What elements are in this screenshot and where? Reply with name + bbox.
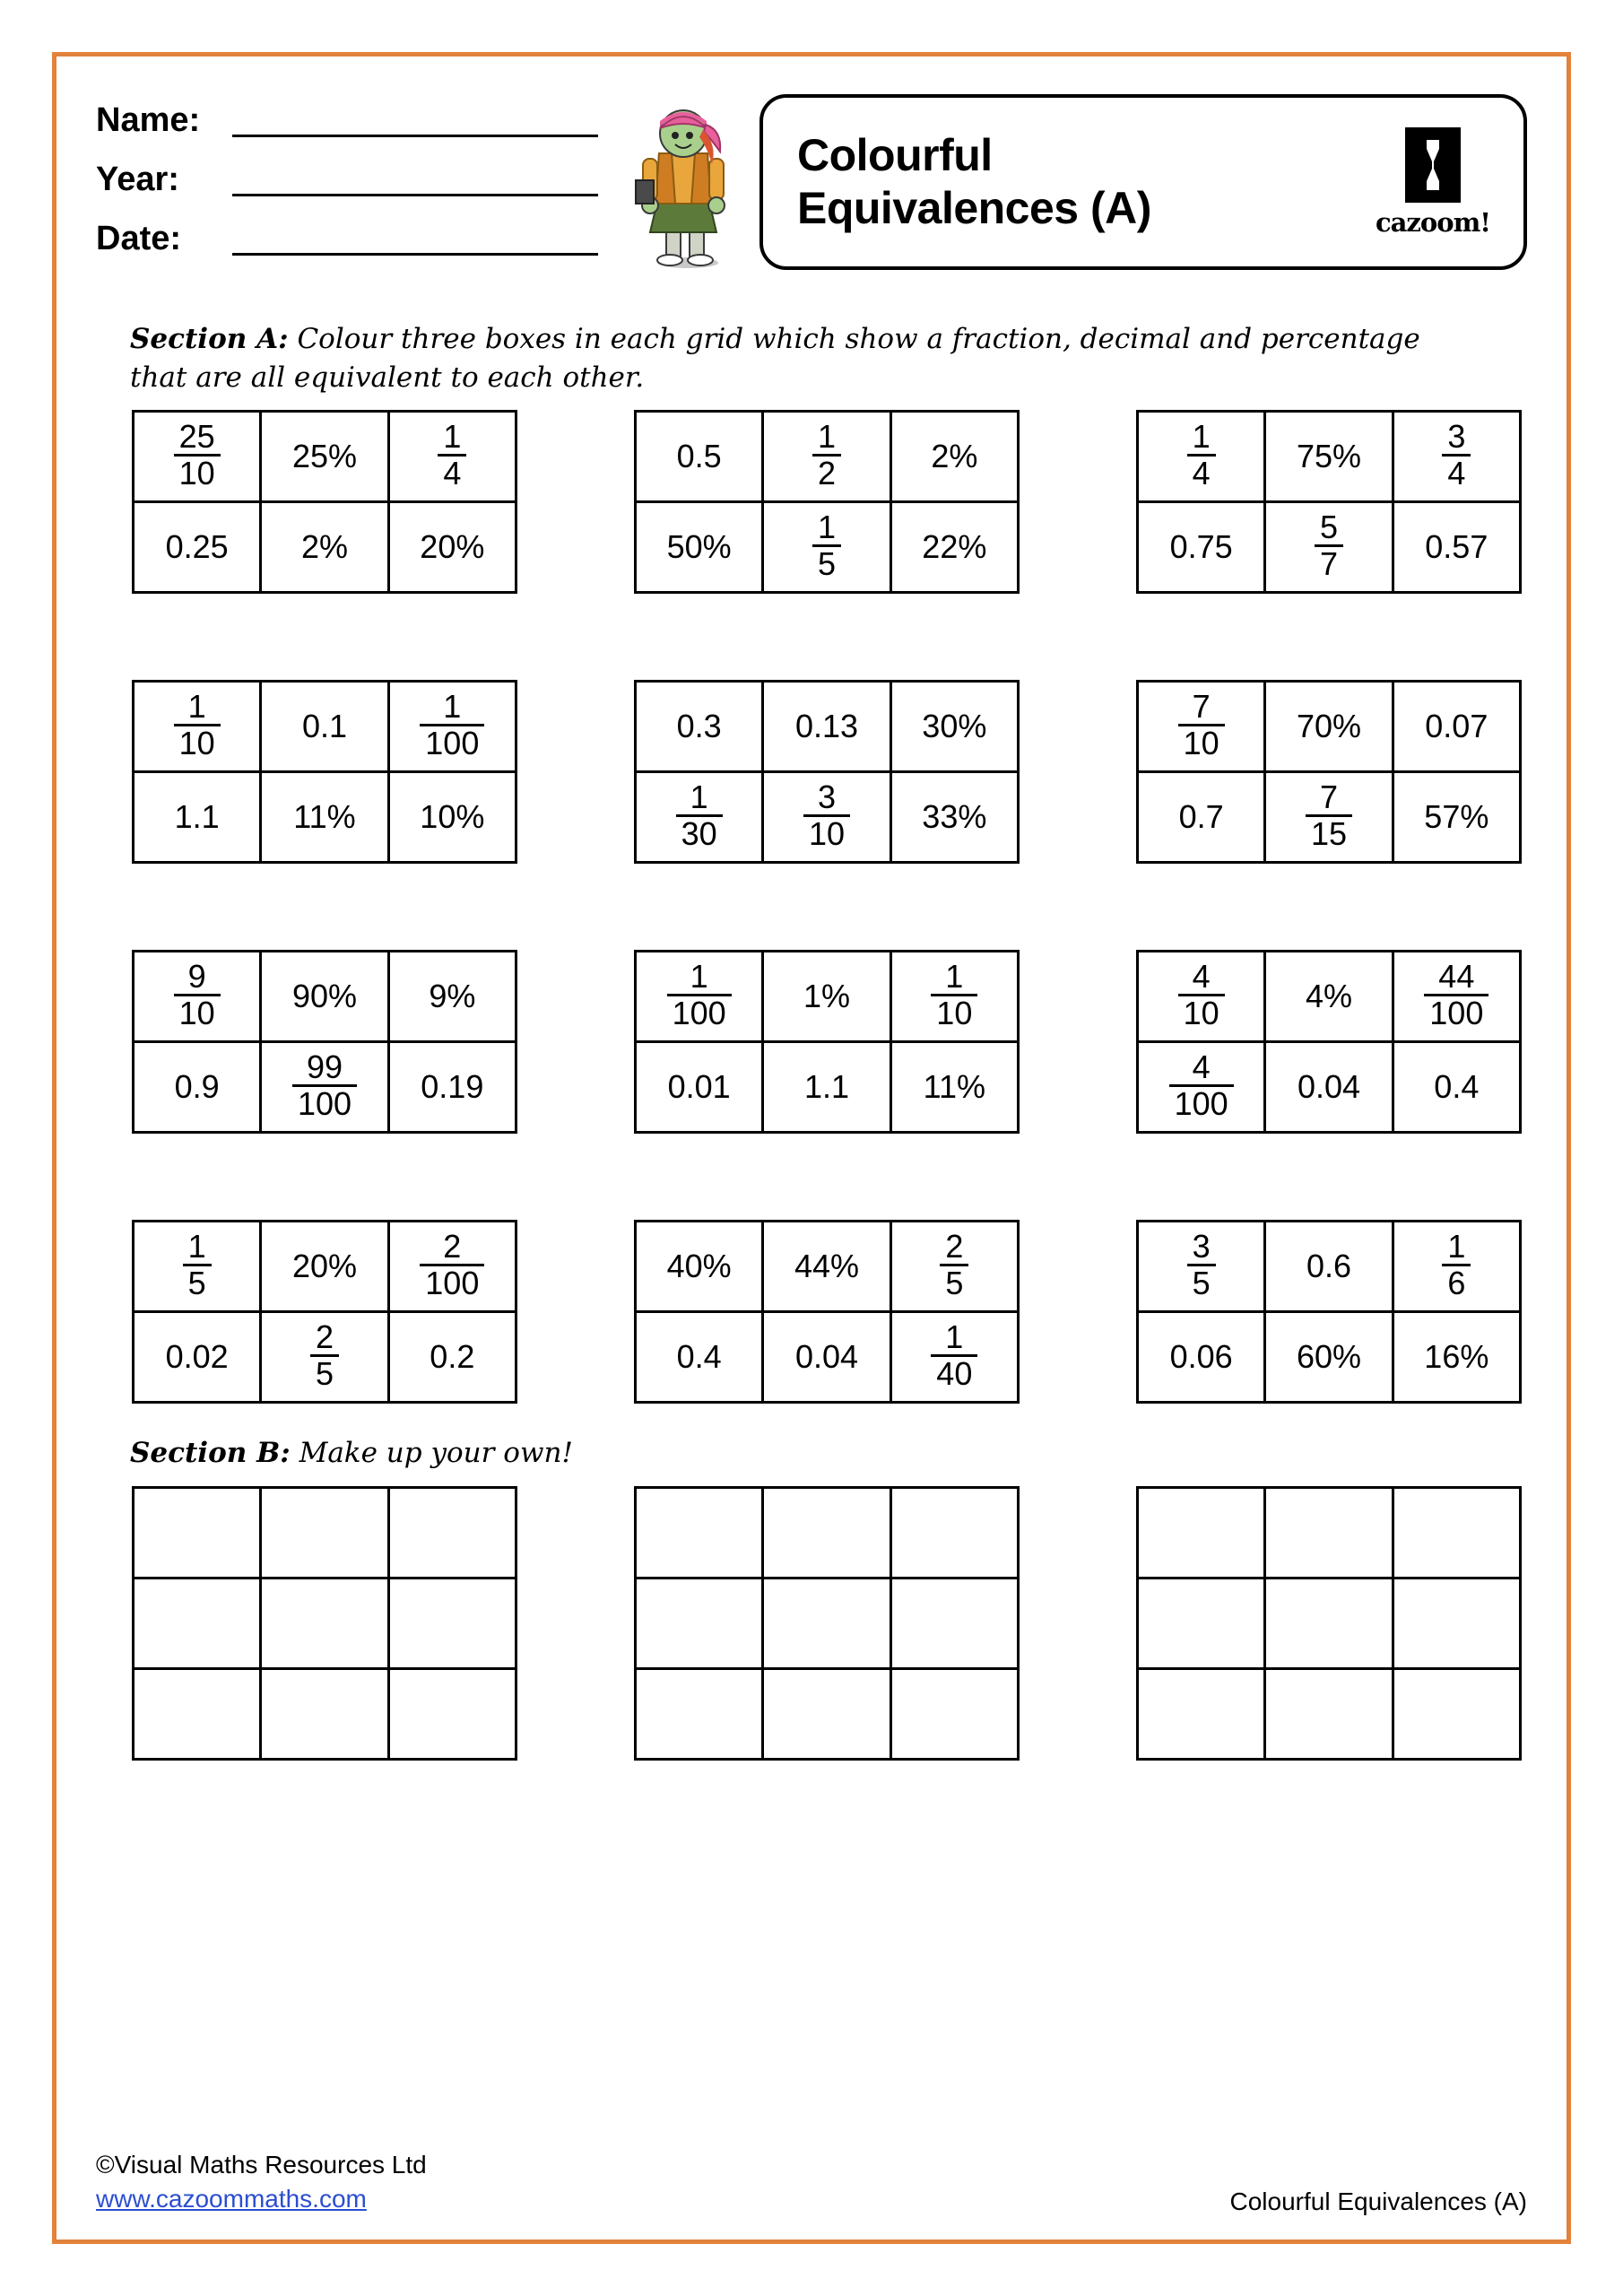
grid-cell[interactable] — [1138, 681, 1265, 771]
blank-cell[interactable] — [388, 1669, 516, 1760]
worksheet-name-footer: Colourful Equivalences (A) — [1229, 2187, 1527, 2215]
fraction: $\frac{1}{5}$ — [183, 1230, 212, 1300]
fraction: $\frac{2}{5}$ — [310, 1320, 339, 1390]
equivalence-grid — [132, 410, 517, 594]
title-line-2: Equivalences (A) — [797, 183, 1151, 233]
fraction: $\frac{1}{5}$ — [812, 510, 841, 580]
grid-cell[interactable]: 2% — [261, 501, 388, 592]
grid-cell[interactable]: 50% — [636, 501, 763, 592]
fraction: $\frac{1}{4}$ — [438, 420, 466, 490]
grid-cell[interactable]: 0.7 — [1138, 771, 1265, 862]
section-a-grids — [132, 410, 1527, 1404]
equivalence-grid — [1136, 410, 1522, 594]
table-row — [134, 1041, 516, 1132]
table-row — [134, 1221, 516, 1311]
grid-cell[interactable]: 0.6 — [1265, 1221, 1393, 1311]
blank-cell[interactable] — [890, 1669, 1018, 1760]
blank-cell[interactable] — [134, 1488, 261, 1578]
table-row — [1138, 771, 1521, 862]
grid-cell[interactable]: 0.01 — [636, 1041, 763, 1132]
year-label: Year: — [96, 161, 179, 198]
grid-cell[interactable]: 0.57 — [1393, 501, 1520, 592]
grid-cell[interactable]: 1.1 — [134, 771, 261, 862]
grid-cell[interactable]: 9% — [388, 951, 516, 1041]
grid-cell[interactable] — [763, 771, 890, 862]
question-grid-4 — [132, 680, 517, 864]
section-b-label: Section B: — [130, 1436, 291, 1469]
name-field-row — [96, 103, 616, 137]
blank-cell[interactable] — [1265, 1578, 1393, 1669]
worksheet-footer — [96, 2148, 1527, 2216]
blank-grid-2 — [634, 1486, 1020, 1761]
blank-grid — [1136, 1486, 1522, 1761]
grid-cell[interactable]: 20% — [261, 1221, 388, 1311]
grid-cell[interactable]: 0.04 — [1265, 1041, 1393, 1132]
grid-cell[interactable]: 22% — [890, 501, 1018, 592]
table-row — [1138, 1578, 1521, 1669]
grid-cell[interactable]: 0.06 — [1138, 1311, 1265, 1402]
fraction: $\frac{1}{10}$ — [931, 960, 977, 1030]
blank-cell[interactable] — [1265, 1669, 1393, 1760]
grid-cell[interactable]: 0.2 — [388, 1311, 516, 1402]
fraction: $\frac{1}{10}$ — [174, 690, 221, 760]
blank-cell[interactable] — [261, 1669, 388, 1760]
blank-cell[interactable] — [1138, 1578, 1265, 1669]
fraction: $\frac{1}{30}$ — [676, 780, 723, 850]
grid-cell[interactable]: 0.07 — [1393, 681, 1520, 771]
grid-cell[interactable] — [1265, 501, 1393, 592]
grid-cell[interactable] — [1265, 771, 1393, 862]
question-grid-2 — [634, 410, 1020, 594]
fraction: $\frac{2}{5}$ — [940, 1230, 968, 1300]
year-input-line[interactable] — [232, 167, 598, 196]
fraction: $\frac{2}{100}$ — [420, 1230, 484, 1300]
title-line-1: Colourful — [797, 130, 993, 180]
equivalence-grid — [1136, 950, 1522, 1134]
grid-cell[interactable]: 57% — [1393, 771, 1520, 862]
equivalence-grid — [634, 410, 1020, 594]
blank-cell[interactable] — [763, 1578, 890, 1669]
table-row — [636, 1578, 1019, 1669]
grid-cell[interactable] — [1138, 1221, 1265, 1311]
fraction: $\frac{1}{40}$ — [931, 1320, 977, 1390]
blank-cell[interactable] — [636, 1488, 763, 1578]
grid-cell[interactable]: 60% — [1265, 1311, 1393, 1402]
page-title — [797, 129, 1151, 235]
question-grid-11 — [634, 1220, 1020, 1404]
table-row — [134, 681, 516, 771]
grid-cell[interactable] — [1138, 1041, 1265, 1132]
date-input-line[interactable] — [232, 226, 598, 256]
question-grid-1 — [132, 410, 517, 594]
blank-cell[interactable] — [388, 1578, 516, 1669]
worksheet-page — [52, 52, 1571, 2244]
date-field-row — [96, 222, 616, 256]
blank-cell[interactable] — [890, 1578, 1018, 1669]
student-info-block — [96, 82, 616, 281]
equivalence-grid — [634, 680, 1020, 864]
table-row — [636, 771, 1019, 862]
grid-cell[interactable]: 0.25 — [134, 501, 261, 592]
grid-cell[interactable]: 0.5 — [636, 411, 763, 501]
grid-cell[interactable] — [636, 771, 763, 862]
blank-cell[interactable] — [261, 1488, 388, 1578]
table-row — [636, 951, 1019, 1041]
blank-cell[interactable] — [1265, 1488, 1393, 1578]
grid-cell[interactable] — [388, 411, 516, 501]
grid-cell[interactable] — [134, 1221, 261, 1311]
blank-grid-3 — [1136, 1486, 1522, 1761]
question-grid-3 — [1136, 410, 1522, 594]
table-row — [1138, 951, 1521, 1041]
table-row — [1138, 501, 1521, 592]
worksheet-header — [96, 82, 1527, 297]
table-row — [636, 1311, 1019, 1402]
grid-cell[interactable] — [134, 411, 261, 501]
grid-cell[interactable]: 0.19 — [388, 1041, 516, 1132]
blank-cell[interactable] — [1393, 1488, 1520, 1578]
section-a-grid-row — [132, 680, 1527, 864]
cazoom-logo — [1366, 127, 1500, 238]
grid-cell[interactable]: 0.4 — [1393, 1041, 1520, 1132]
grid-cell[interactable] — [1393, 951, 1520, 1041]
question-grid-12 — [1136, 1220, 1522, 1404]
grid-cell[interactable] — [890, 951, 1018, 1041]
grid-cell[interactable]: 10% — [388, 771, 516, 862]
blank-cell[interactable] — [890, 1488, 1018, 1578]
grid-cell[interactable]: 25% — [261, 411, 388, 501]
copyright-text: ©Visual Maths Resources Ltd — [96, 2151, 427, 2179]
table-row — [636, 411, 1019, 501]
equivalence-grid — [132, 1220, 517, 1404]
grid-cell[interactable]: 44% — [763, 1221, 890, 1311]
blank-grid-1 — [132, 1486, 517, 1761]
question-grid-10 — [132, 1220, 517, 1404]
grid-cell[interactable] — [388, 1221, 516, 1311]
fraction: $\frac{7}{10}$ — [1178, 690, 1225, 760]
blank-cell[interactable] — [134, 1578, 261, 1669]
table-row — [1138, 1488, 1521, 1578]
question-grid-9 — [1136, 950, 1522, 1134]
table-row — [1138, 1041, 1521, 1132]
blank-cell[interactable] — [636, 1669, 763, 1760]
fraction: $\frac{3}{10}$ — [803, 780, 850, 850]
grid-cell[interactable]: 70% — [1265, 681, 1393, 771]
question-grid-5 — [634, 680, 1020, 864]
grid-cell[interactable] — [1393, 1221, 1520, 1311]
website-link[interactable]: www.cazoommaths.com — [96, 2185, 367, 2213]
section-b-grid-row — [132, 1486, 1527, 1761]
pirate-character-icon — [616, 94, 751, 274]
equivalence-grid — [132, 680, 517, 864]
name-label: Name: — [96, 101, 201, 139]
fraction: $\frac{3}{5}$ — [1187, 1230, 1216, 1300]
fraction: $\frac{1}{100}$ — [420, 690, 484, 760]
fraction: $\frac{9}{10}$ — [174, 960, 221, 1030]
fraction: $\frac{1}{100}$ — [667, 960, 732, 1030]
table-row — [1138, 1311, 1521, 1402]
fraction: $\frac{5}{7}$ — [1315, 510, 1343, 580]
name-input-line[interactable] — [232, 108, 598, 137]
table-row — [134, 951, 516, 1041]
fraction: $\frac{4}{100}$ — [1169, 1050, 1234, 1120]
section-b-instructions: Make up your own! — [290, 1436, 573, 1469]
grid-cell[interactable]: 30% — [890, 681, 1018, 771]
section-a-grid-row — [132, 410, 1527, 594]
table-row — [636, 681, 1019, 771]
fraction: $\frac{1}{2}$ — [812, 420, 841, 490]
fraction: $\frac{3}{4}$ — [1442, 420, 1471, 490]
grid-cell[interactable]: 0.04 — [763, 1311, 890, 1402]
section-a-instructions: Colour three boxes in each grid which show a fraction, decimal and percentage that are all equivalent to each other. — [130, 323, 1420, 394]
grid-cell[interactable] — [261, 1311, 388, 1402]
grid-cell[interactable]: 0.4 — [636, 1311, 763, 1402]
fraction: $\frac{44}{100}$ — [1424, 960, 1488, 1030]
blank-cell[interactable] — [1393, 1578, 1520, 1669]
table-row — [134, 1488, 516, 1578]
grid-cell[interactable]: 0.1 — [261, 681, 388, 771]
grid-cell[interactable]: 75% — [1265, 411, 1393, 501]
grid-cell[interactable] — [763, 501, 890, 592]
fraction: $\frac{25}{10}$ — [174, 420, 221, 490]
blank-cell[interactable] — [636, 1578, 763, 1669]
blank-grid — [132, 1486, 517, 1761]
fraction: $\frac{7}{15}$ — [1306, 780, 1352, 850]
table-row — [636, 1041, 1019, 1132]
table-row — [134, 1669, 516, 1760]
table-row — [1138, 1669, 1521, 1760]
grid-cell[interactable]: 16% — [1393, 1311, 1520, 1402]
table-row — [134, 1311, 516, 1402]
section-b-heading — [130, 1434, 1457, 1473]
grid-cell[interactable] — [261, 1041, 388, 1132]
grid-cell[interactable]: 4% — [1265, 951, 1393, 1041]
section-a-heading — [130, 320, 1457, 397]
table-row — [134, 501, 516, 592]
grid-cell[interactable] — [1138, 951, 1265, 1041]
section-a-label: Section A: — [130, 323, 289, 355]
table-row — [636, 1221, 1019, 1311]
grid-cell[interactable]: 1% — [763, 951, 890, 1041]
grid-cell[interactable] — [1138, 411, 1265, 501]
table-row — [134, 771, 516, 862]
grid-cell[interactable]: 90% — [261, 951, 388, 1041]
question-grid-7 — [132, 950, 517, 1134]
section-b-grids — [132, 1486, 1527, 1761]
grid-cell[interactable]: 11% — [890, 1041, 1018, 1132]
grid-cell[interactable]: 0.02 — [134, 1311, 261, 1402]
question-grid-6 — [1136, 680, 1522, 864]
equivalence-grid — [1136, 680, 1522, 864]
grid-cell[interactable]: 0.3 — [636, 681, 763, 771]
blank-cell[interactable] — [261, 1578, 388, 1669]
date-label: Date: — [96, 220, 182, 257]
table-row — [134, 1578, 516, 1669]
grid-cell[interactable]: 0.9 — [134, 1041, 261, 1132]
blank-cell[interactable] — [763, 1488, 890, 1578]
cazoom-logo-mark-icon — [1405, 127, 1461, 203]
fraction: $\frac{1}{4}$ — [1187, 420, 1216, 490]
table-row — [1138, 681, 1521, 771]
grid-cell[interactable] — [890, 1311, 1018, 1402]
year-field-row — [96, 162, 616, 196]
table-row — [636, 1669, 1019, 1760]
cazoom-logo-text: cazoom! — [1375, 206, 1491, 238]
grid-cell[interactable]: 0.75 — [1138, 501, 1265, 592]
worksheet-title-box — [759, 94, 1527, 270]
grid-cell[interactable] — [134, 951, 261, 1041]
blank-grid — [634, 1486, 1020, 1761]
blank-cell[interactable] — [134, 1669, 261, 1760]
grid-cell[interactable]: 33% — [890, 771, 1018, 862]
blank-cell[interactable] — [1138, 1669, 1265, 1760]
fraction: $\frac{4}{10}$ — [1178, 960, 1225, 1030]
fraction: $\frac{1}{6}$ — [1442, 1230, 1471, 1300]
equivalence-grid — [1136, 1220, 1522, 1404]
blank-cell[interactable] — [763, 1669, 890, 1760]
fraction: $\frac{99}{100}$ — [292, 1050, 357, 1120]
grid-cell[interactable]: 40% — [636, 1221, 763, 1311]
grid-cell[interactable]: 20% — [388, 501, 516, 592]
blank-cell[interactable] — [1393, 1669, 1520, 1760]
table-row — [636, 501, 1019, 592]
equivalence-grid — [634, 950, 1020, 1134]
grid-cell[interactable]: 11% — [261, 771, 388, 862]
grid-cell[interactable]: 1.1 — [763, 1041, 890, 1132]
grid-cell[interactable] — [1393, 411, 1520, 501]
equivalence-grid — [132, 950, 517, 1134]
section-a-grid-row — [132, 1220, 1527, 1404]
table-row — [636, 1488, 1019, 1578]
grid-cell[interactable]: 2% — [890, 411, 1018, 501]
blank-cell[interactable] — [1138, 1488, 1265, 1578]
grid-cell[interactable] — [388, 681, 516, 771]
table-row — [134, 411, 516, 501]
table-row — [1138, 1221, 1521, 1311]
grid-cell[interactable]: 0.13 — [763, 681, 890, 771]
grid-cell[interactable] — [890, 1221, 1018, 1311]
grid-cell[interactable] — [763, 411, 890, 501]
blank-cell[interactable] — [388, 1488, 516, 1578]
table-row — [1138, 411, 1521, 501]
grid-cell[interactable] — [134, 681, 261, 771]
question-grid-8 — [634, 950, 1020, 1134]
grid-cell[interactable] — [636, 951, 763, 1041]
section-a-grid-row — [132, 950, 1527, 1134]
equivalence-grid — [634, 1220, 1020, 1404]
